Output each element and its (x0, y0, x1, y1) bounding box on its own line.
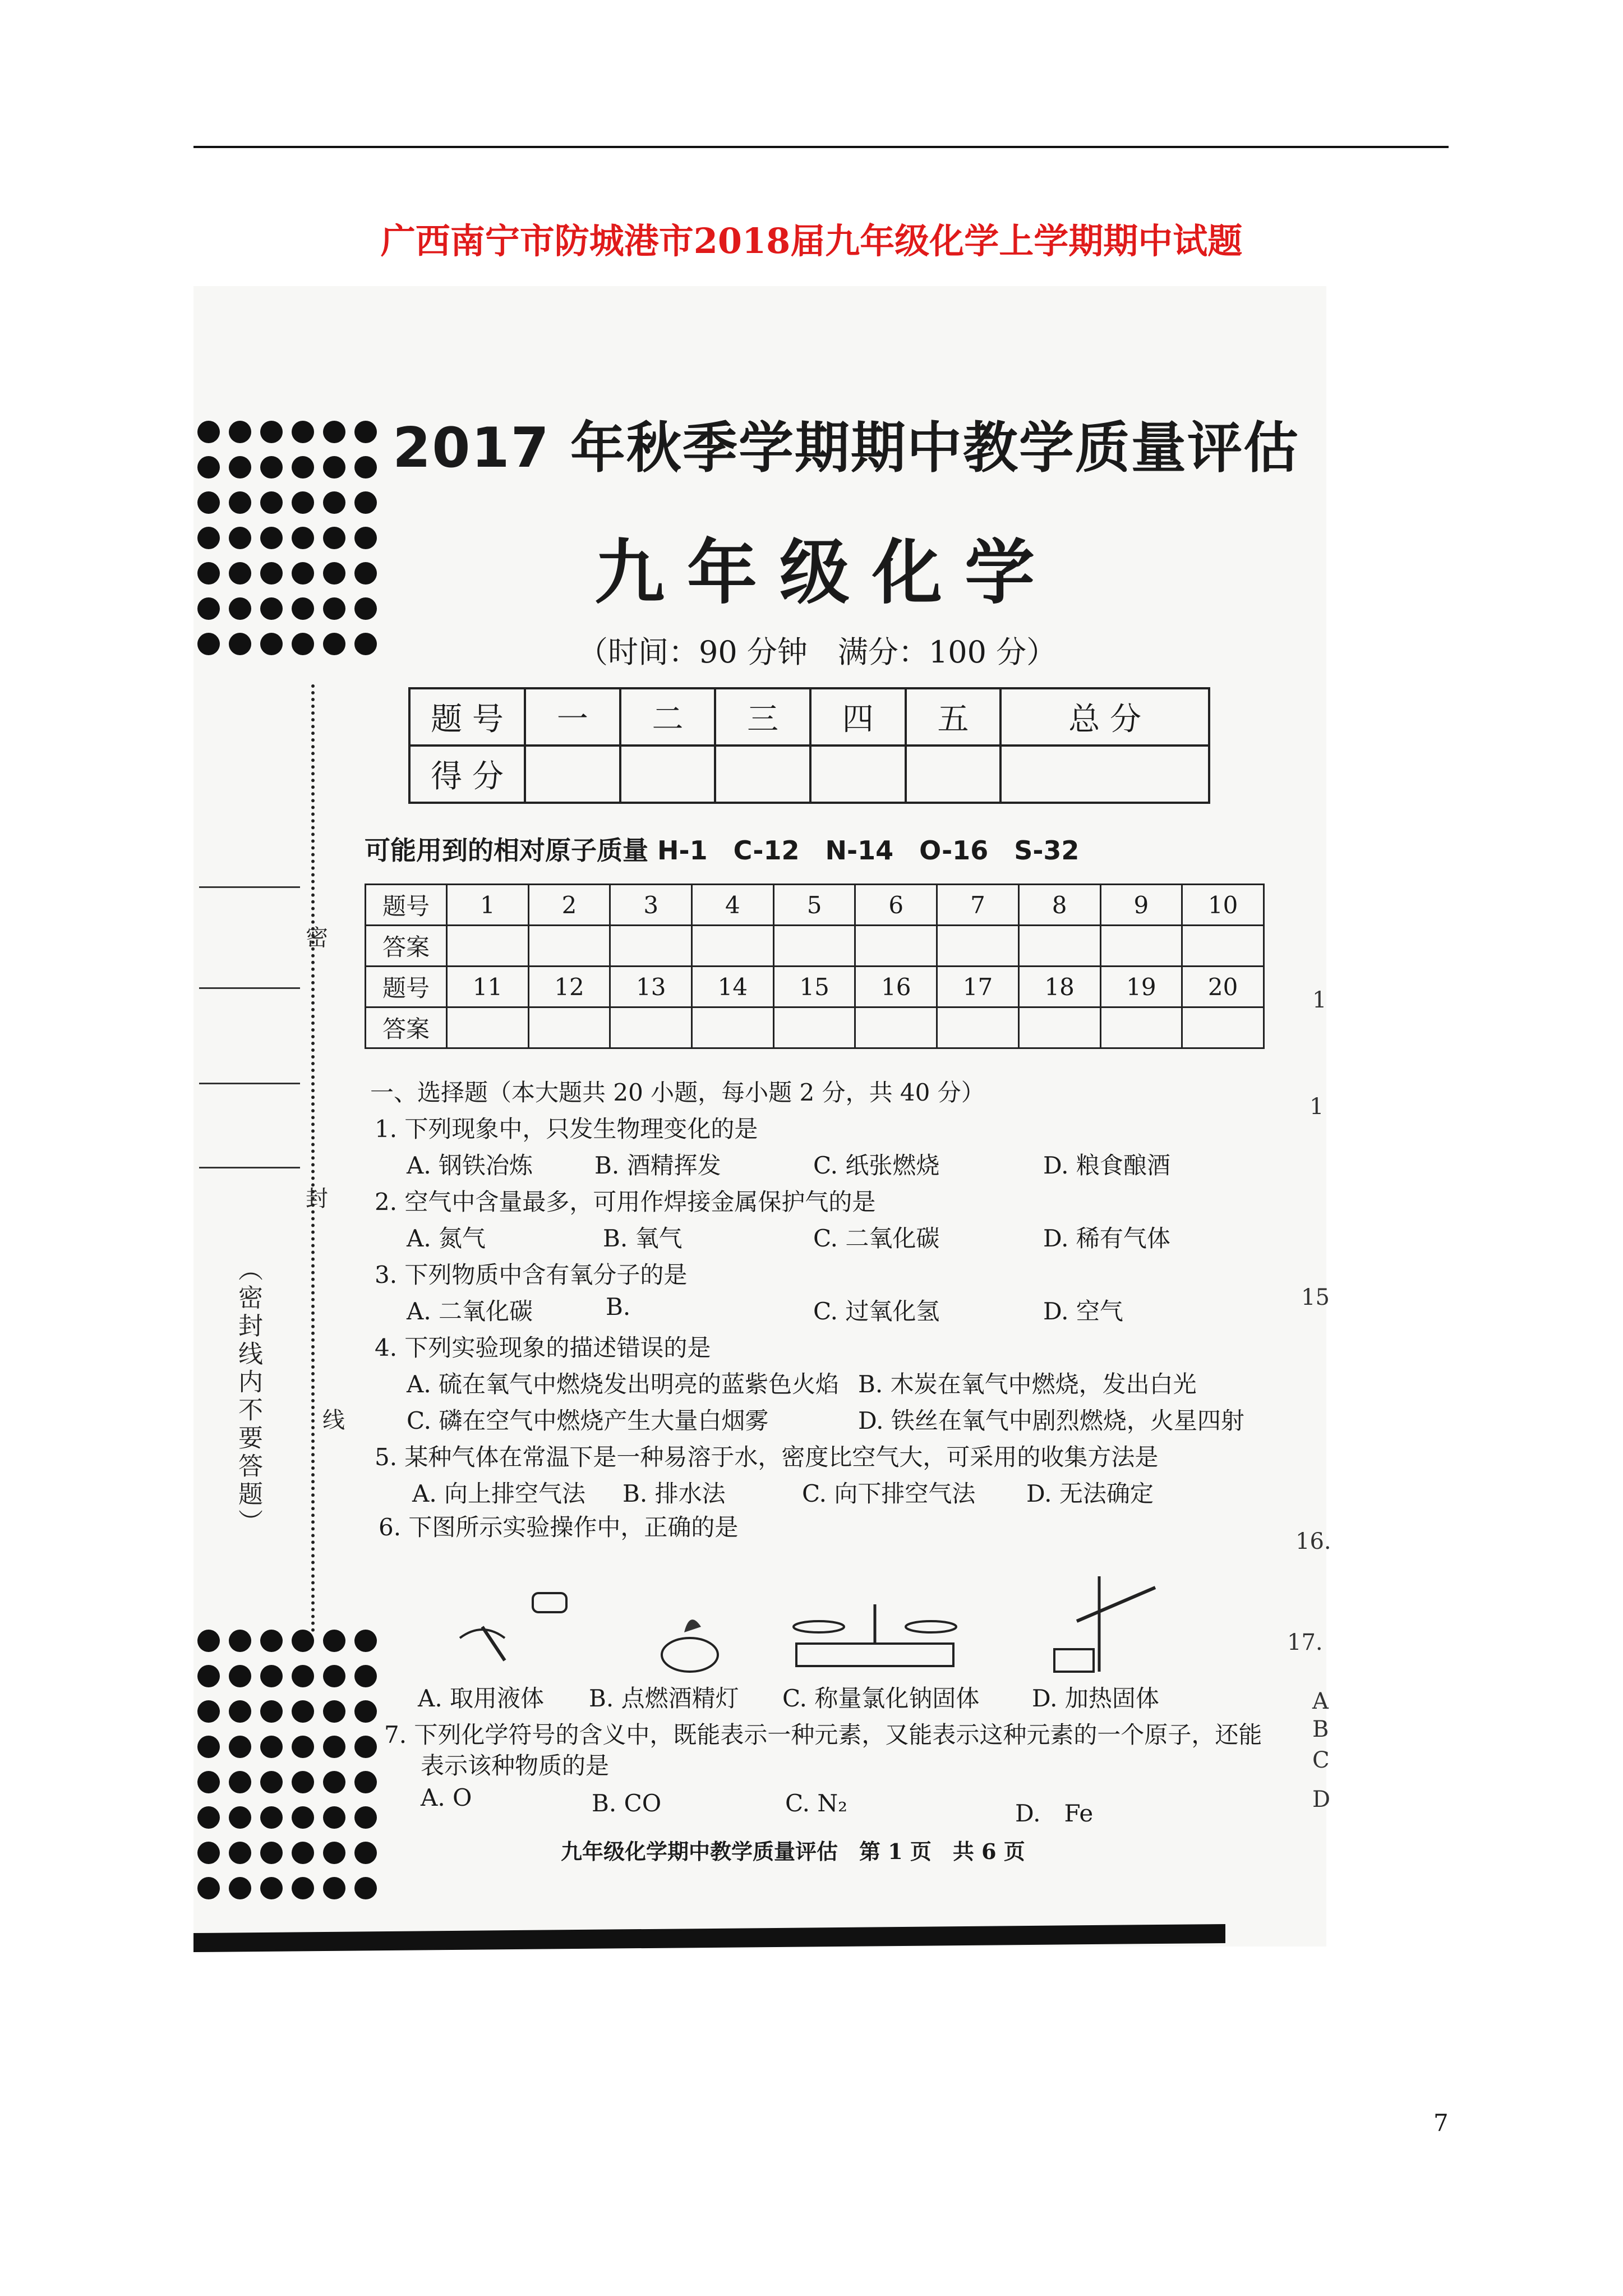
score-value-row (409, 746, 1209, 803)
binder-label-feng: 封 (306, 1186, 328, 1212)
answer-number-row (366, 885, 1264, 926)
question-number: 2 (528, 885, 610, 926)
class-field-line (199, 987, 300, 989)
question-number: 11 (447, 967, 529, 1007)
edge-fragment: 15 (1301, 1285, 1330, 1310)
answer-row (366, 926, 1264, 967)
answer-cell[interactable] (1018, 1007, 1100, 1048)
answer-number-row (366, 967, 1264, 1007)
exam-title: 2017 年秋季学期期中教学质量评估 (393, 416, 1299, 480)
answer-header: 题号 (366, 967, 447, 1007)
answer-cell[interactable] (692, 926, 774, 967)
dot-pattern-bottom (197, 1630, 377, 1899)
school-field-line (199, 1083, 300, 1084)
question-number: 5 (773, 885, 855, 926)
lab-figure-liquid (449, 1588, 594, 1677)
exam-time-info: （时间：90 分钟 满分：100 分） (578, 634, 1057, 670)
question-3: 3. 下列物质中含有氧分子的是 (375, 1261, 688, 1289)
score-cell: 二 (620, 688, 716, 746)
question-number: 1 (447, 885, 529, 926)
option: A. 取用液体 (418, 1685, 545, 1712)
question-number: 17 (937, 967, 1019, 1007)
answer-cell[interactable] (1018, 926, 1100, 967)
edge-fragment: B (1312, 1717, 1329, 1742)
question-number: 12 (528, 967, 610, 1007)
option: C. 二氧化碳 (813, 1225, 940, 1252)
option: A. 硫在氧气中燃烧发出明亮的蓝紫色火焰 (407, 1370, 840, 1398)
edge-fragment: 17. (1287, 1630, 1323, 1655)
answer-cell[interactable] (937, 926, 1019, 967)
answer-cell[interactable] (528, 926, 610, 967)
answer-cell[interactable] (773, 1007, 855, 1048)
question-number: 7 (937, 885, 1019, 926)
option: D. Fe (1015, 1800, 1094, 1827)
score-cell: 一 (525, 688, 620, 746)
option: C. N₂ (785, 1789, 847, 1817)
score-cell: 得 分 (409, 746, 525, 803)
answer-cell[interactable] (1182, 926, 1264, 967)
option: D. 空气 (1043, 1297, 1123, 1325)
binding-note: （密封线内不要答题） (234, 1257, 262, 1537)
option: A. 向上排空气法 (412, 1480, 586, 1507)
answer-cell[interactable] (610, 926, 692, 967)
question-number: 6 (855, 885, 937, 926)
edge-fragment: D (1312, 1787, 1331, 1812)
option: C. 向下排空气法 (802, 1480, 976, 1507)
page-number: 7 (1433, 2109, 1449, 2137)
question-number: 10 (1182, 885, 1264, 926)
score-table (408, 687, 1210, 804)
edge-fragment: A (1312, 1688, 1329, 1714)
score-cell: 五 (906, 688, 1001, 746)
question-6: 6. 下图所示实验操作中，正确的是 (379, 1513, 739, 1541)
question-number: 19 (1100, 967, 1182, 1007)
lab-figure-heating (1032, 1565, 1166, 1677)
answer-cell[interactable] (692, 1007, 774, 1048)
option: A. 二氧化碳 (407, 1297, 533, 1325)
question-number: 15 (773, 967, 855, 1007)
answer-cell[interactable] (1100, 1007, 1182, 1048)
answer-cell[interactable] (447, 926, 529, 967)
answer-cell[interactable] (855, 1007, 937, 1048)
question-number: 14 (692, 967, 774, 1007)
exam-footer: 九年级化学期中教学质量评估 第 1 页 共 6 页 (561, 1839, 1025, 1864)
option: A. 钢铁冶炼 (407, 1152, 533, 1179)
score-cell: 总 分 (1000, 688, 1209, 746)
lab-figure-balance (785, 1588, 965, 1677)
exam-subject: 九年级化学 (594, 532, 1057, 614)
question-7-cont: 表示该种物质的是 (421, 1752, 610, 1779)
question-number: 4 (692, 885, 774, 926)
option: B. CO (592, 1789, 662, 1817)
answer-header: 题号 (366, 885, 447, 926)
option: D. 铁丝在氧气中剧烈燃烧，火星四射 (858, 1407, 1244, 1434)
option: C. 过氧化氢 (813, 1297, 940, 1325)
question-5: 5. 某种气体在常温下是一种易溶于水，密度比空气大，可采用的收集方法是 (375, 1443, 1159, 1471)
score-input-cell[interactable] (906, 746, 1001, 803)
question-7: 7. 下列化学符号的含义中，既能表示一种元素，又能表示这种元素的一个原子，还能 (384, 1721, 1262, 1749)
binding-dotted-line (311, 684, 315, 1632)
option: B. 排水法 (623, 1480, 726, 1507)
option: B. 点燃酒精灯 (589, 1685, 739, 1712)
header-rule (193, 146, 1449, 148)
score-cell: 题 号 (409, 688, 525, 746)
edge-fragment: 16. (1295, 1529, 1331, 1554)
binder-label-mi: 密 (306, 925, 328, 951)
question-4: 4. 下列实验现象的描述错误的是 (375, 1334, 711, 1361)
lab-figure-alcohol-lamp (639, 1588, 751, 1677)
question-number: 9 (1100, 885, 1182, 926)
edge-fragment: 1 (1310, 1094, 1324, 1120)
answer-cell[interactable] (1182, 1007, 1264, 1048)
answer-cell[interactable] (528, 1007, 610, 1048)
option: B. (606, 1293, 631, 1320)
option: A. 氮气 (407, 1225, 486, 1252)
question-number: 20 (1182, 967, 1264, 1007)
option: C. 磷在空气中燃烧产生大量白烟雾 (407, 1407, 769, 1434)
answer-cell[interactable] (855, 926, 937, 967)
score-header-row (409, 688, 1209, 746)
score-input-cell[interactable] (810, 746, 906, 803)
question-number: 3 (610, 885, 692, 926)
atomic-masses: 可能用到的相对原子质量 H-1 C-12 N-14 O-16 S-32 (365, 835, 1080, 866)
option: A. O (421, 1784, 472, 1811)
answer-table (365, 884, 1265, 1049)
answer-row (366, 1007, 1264, 1048)
name-field-line (199, 886, 300, 888)
answer-label: 答案 (366, 1007, 447, 1048)
dot-pattern-top (197, 421, 377, 655)
score-input-cell[interactable] (525, 746, 620, 803)
option: B. 木炭在氧气中燃烧，发出白光 (858, 1370, 1197, 1398)
answer-cell[interactable] (447, 1007, 529, 1048)
edge-fragment: C (1312, 1747, 1330, 1773)
question-number: 13 (610, 967, 692, 1007)
option: B. 酒精挥发 (594, 1152, 721, 1179)
score-cell: 四 (810, 688, 906, 746)
score-input-cell[interactable] (715, 746, 810, 803)
answer-label: 答案 (366, 926, 447, 967)
question-2: 2. 空气中含量最多，可用作焊接金属保护气的是 (375, 1188, 876, 1216)
score-input-cell[interactable] (620, 746, 716, 803)
score-input-cell[interactable] (1000, 746, 1209, 803)
question-number: 16 (855, 967, 937, 1007)
answer-cell[interactable] (610, 1007, 692, 1048)
edge-fragment: 1 (1312, 987, 1327, 1013)
option: C. 称量氯化钠固体 (782, 1685, 980, 1712)
section-heading: 一、选择题（本大题共 20 小题，每小题 2 分，共 40 分） (370, 1079, 985, 1106)
option: C. 纸张燃烧 (813, 1152, 940, 1179)
option: D. 稀有气体 (1043, 1225, 1170, 1252)
answer-cell[interactable] (937, 1007, 1019, 1048)
document-title: 广西南宁市防城港市2018届九年级化学上学期期中试题 (380, 220, 1243, 261)
binder-label-xian: 线 (322, 1407, 345, 1433)
number-field-line (199, 1167, 300, 1168)
score-cell: 三 (715, 688, 810, 746)
question-1: 1. 下列现象中，只发生物理变化的是 (375, 1115, 758, 1143)
answer-cell[interactable] (773, 926, 855, 967)
option: B. 氧气 (603, 1225, 683, 1252)
option: D. 无法确定 (1026, 1480, 1154, 1507)
answer-cell[interactable] (1100, 926, 1182, 967)
question-number: 18 (1018, 967, 1100, 1007)
question-number: 8 (1018, 885, 1100, 926)
option: D. 粮食酿酒 (1043, 1152, 1170, 1179)
option: D. 加热固体 (1032, 1685, 1159, 1712)
